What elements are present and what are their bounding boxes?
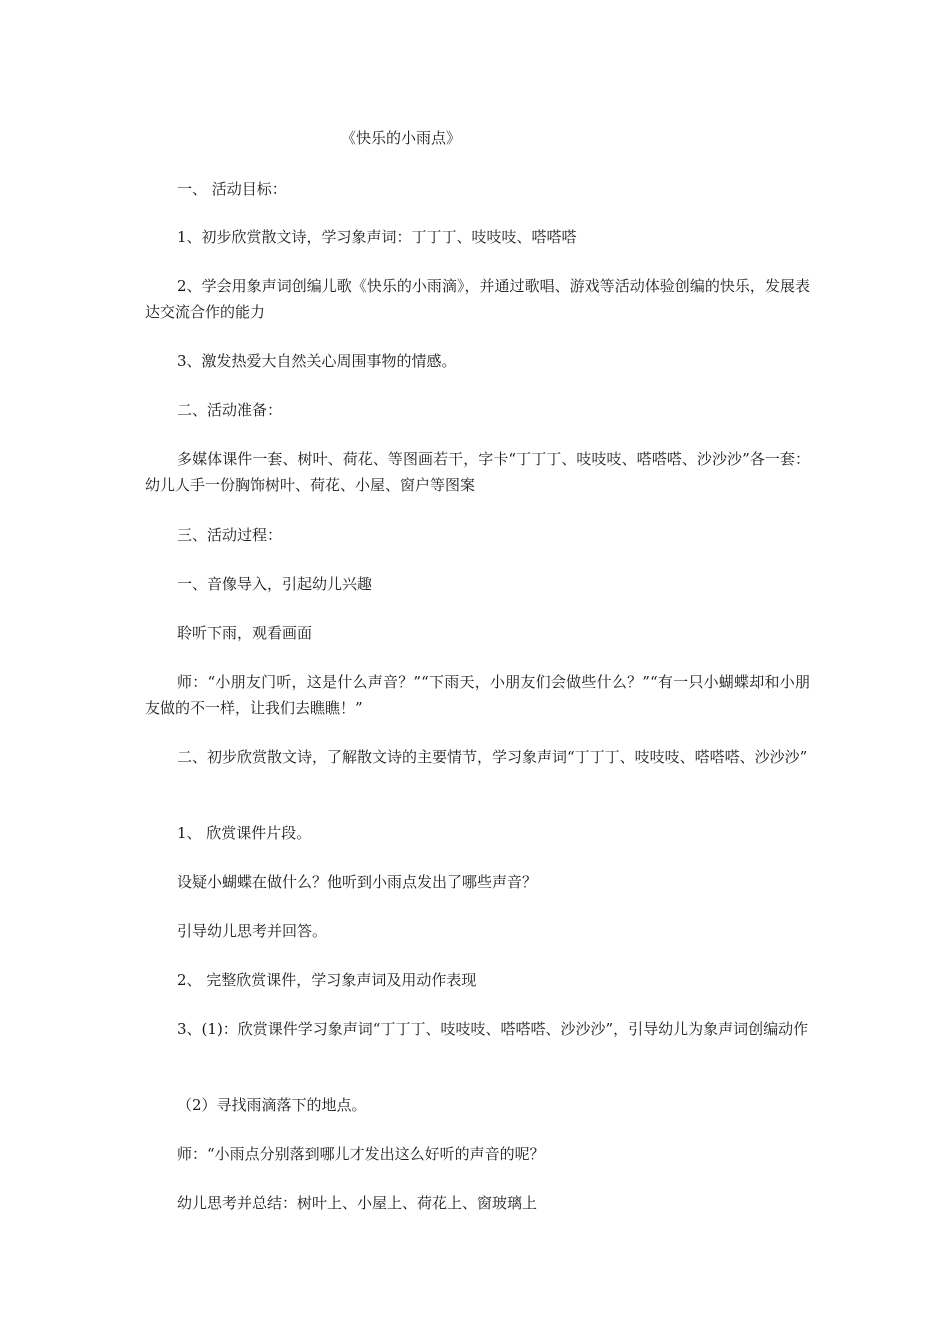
paragraph-goal-3: 3、激发热爱大自然关心周围事物的情感。 <box>177 352 457 370</box>
paragraph-find-rain-spots: （2）寻找雨滴落下的地点。 <box>177 1096 367 1114</box>
paragraph-step-2-item-2: 2、 完整欣赏课件，学习象声词及用动作表现 <box>177 971 477 989</box>
paragraph-goal-1: 1、初步欣赏散文诗，学习象声词：丁丁丁、吱吱吱、嗒嗒嗒 <box>177 228 577 246</box>
paragraph-question: 设疑小蝴蝶在做什么？他听到小雨点发出了哪些声音？ <box>177 873 538 891</box>
paragraph-preparation-body: 多媒体课件一套、树叶、荷花、等图画若干，字卡“丁丁丁、吱吱吱、嗒嗒嗒、沙沙沙”各一套：幼儿人手一份胸饰树叶、荷花、小屋、窗户等图案 <box>145 450 810 494</box>
paragraph-step-2-item-1: 1、 欣赏课件片段。 <box>177 824 312 842</box>
paragraph-teacher-quote-1: 师：“小朋友门听，这是什么声音？”“下雨天，小朋友们会做些什么？”“有一只小蝴蝶却和小朋友做的不一样，让我们去瞧瞧！” <box>145 673 810 717</box>
paragraph-step-1-heading: 一、音像导入，引起幼儿兴趣 <box>177 575 373 593</box>
paragraph-guide-answer: 引导幼儿思考并回答。 <box>177 922 328 940</box>
paragraph-process-heading: 三、活动过程： <box>177 526 283 544</box>
paragraph-goal-2: 2、学会用象声词创编儿歌《快乐的小雨滴》，并通过歌唱、游戏等活动体验创编的快乐，发展表达交流合作的能力 <box>145 277 810 321</box>
document-title: 《快乐的小雨点》 <box>341 129 462 147</box>
paragraph-children-summary: 幼儿思考并总结：树叶上、小屋上、荷花上、窗玻璃上 <box>177 1194 538 1212</box>
paragraph-teacher-quote-2: 师：“小雨点分别落到哪儿才发出这么好听的声音的呢？ <box>177 1145 545 1163</box>
paragraph-step-2-heading: 二、初步欣赏散文诗，了解散文诗的主要情节，学习象声词“丁丁丁、吱吱吱、嗒嗒嗒、沙沙沙” <box>177 748 808 766</box>
paragraph-step-2-item-3: 3、(1)：欣赏课件学习象声词“丁丁丁、吱吱吱、嗒嗒嗒、沙沙沙”，引导幼儿为象声词创编动作 <box>177 1020 809 1038</box>
paragraph-preparation-heading: 二、活动准备： <box>177 401 283 419</box>
paragraph-activity-goals-heading: 一、 活动目标： <box>177 180 287 198</box>
paragraph-listen: 聆听下雨，观看画面 <box>177 624 313 642</box>
